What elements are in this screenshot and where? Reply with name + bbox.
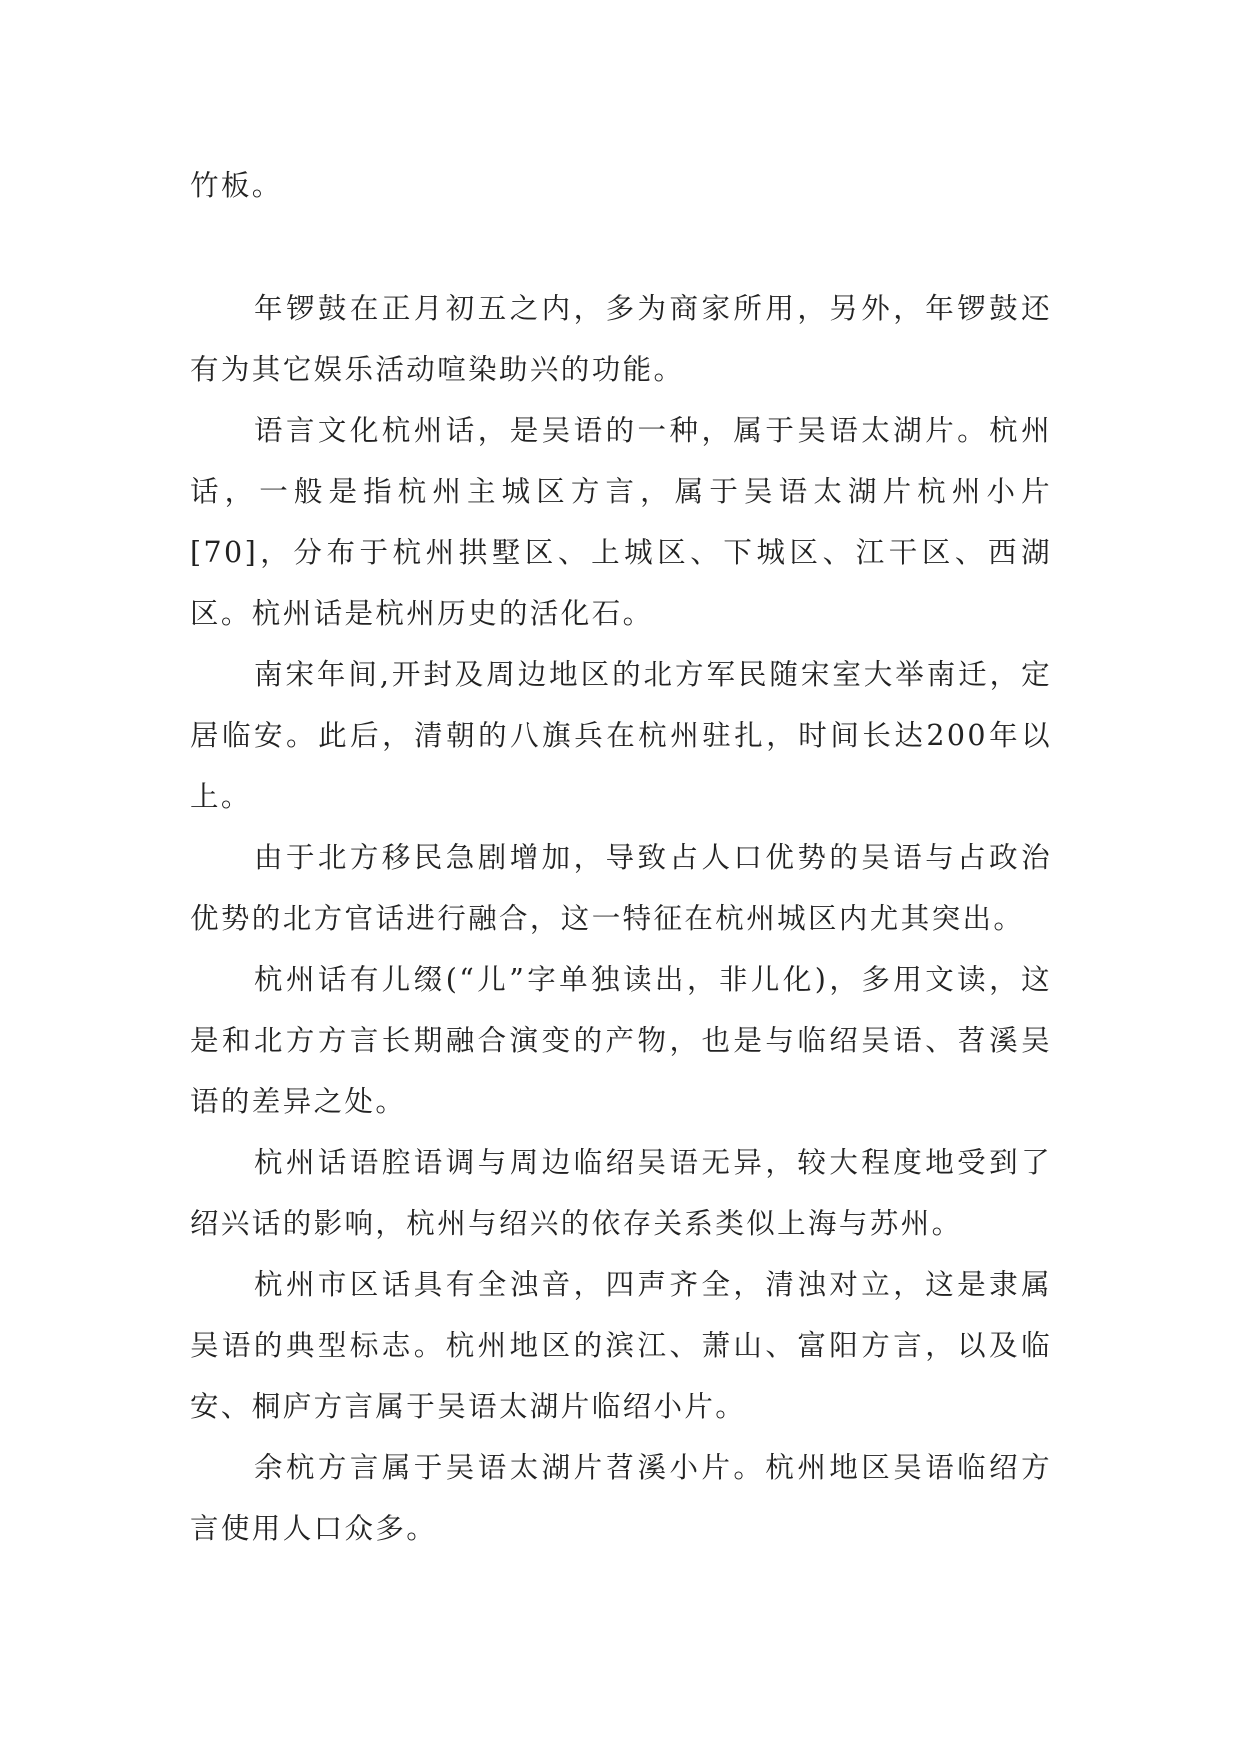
paragraph-intonation: 杭州话语腔语调与周边临绍吴语无异，较大程度地受到了绍兴话的影响，杭州与绍兴的依存关系类似上海与苏州。: [190, 1146, 1052, 1240]
paragraph-hangzhou-dialect: 语言文化杭州话，是吴语的一种，属于吴语太湖片。杭州话，一般是指杭州主城区方言，属于吴语太湖片杭州小片[70]，分布于杭州拱墅区、上城区、下城区、江干区、西湖区。杭州话是杭州历史的活化石。: [190, 414, 1052, 630]
paragraph-yuhang-dialect: 余杭方言属于吴语太湖片苕溪小片。杭州地区吴语临绍方言使用人口众多。: [190, 1451, 1052, 1545]
paragraph-er-suffix: 杭州话有儿缀(“儿”字单独读出，非儿化)，多用文读，这是和北方方言长期融合演变的产物，也是与临绍吴语、苕溪吴语的差异之处。: [190, 963, 1052, 1118]
document-body: [190, 155, 1052, 1559]
paragraph-southern-song: 南宋年间,开封及周边地区的北方军民随宋室大举南迁，定居临安。此后，清朝的八旗兵在杭州驻扎，时间长达200年以上。: [190, 658, 1052, 813]
paragraph-continuation: 竹板。: [190, 169, 283, 202]
paragraph-new-year-gongs: 年锣鼓在正月初五之内，多为商家所用，另外，年锣鼓还有为其它娱乐活动喧染助兴的功能。: [190, 292, 1052, 386]
paragraph-northern-migration: 由于北方移民急剧增加，导致占人口优势的吴语与占政治优势的北方官话进行融合，这一特征在杭州城区内尤其突出。: [190, 841, 1052, 935]
paragraph-voiced-consonants: 杭州市区话具有全浊音，四声齐全，清浊对立，这是隶属吴语的典型标志。杭州地区的滨江、萧山、富阳方言，以及临安、桐庐方言属于吴语太湖片临绍小片。: [190, 1268, 1052, 1423]
